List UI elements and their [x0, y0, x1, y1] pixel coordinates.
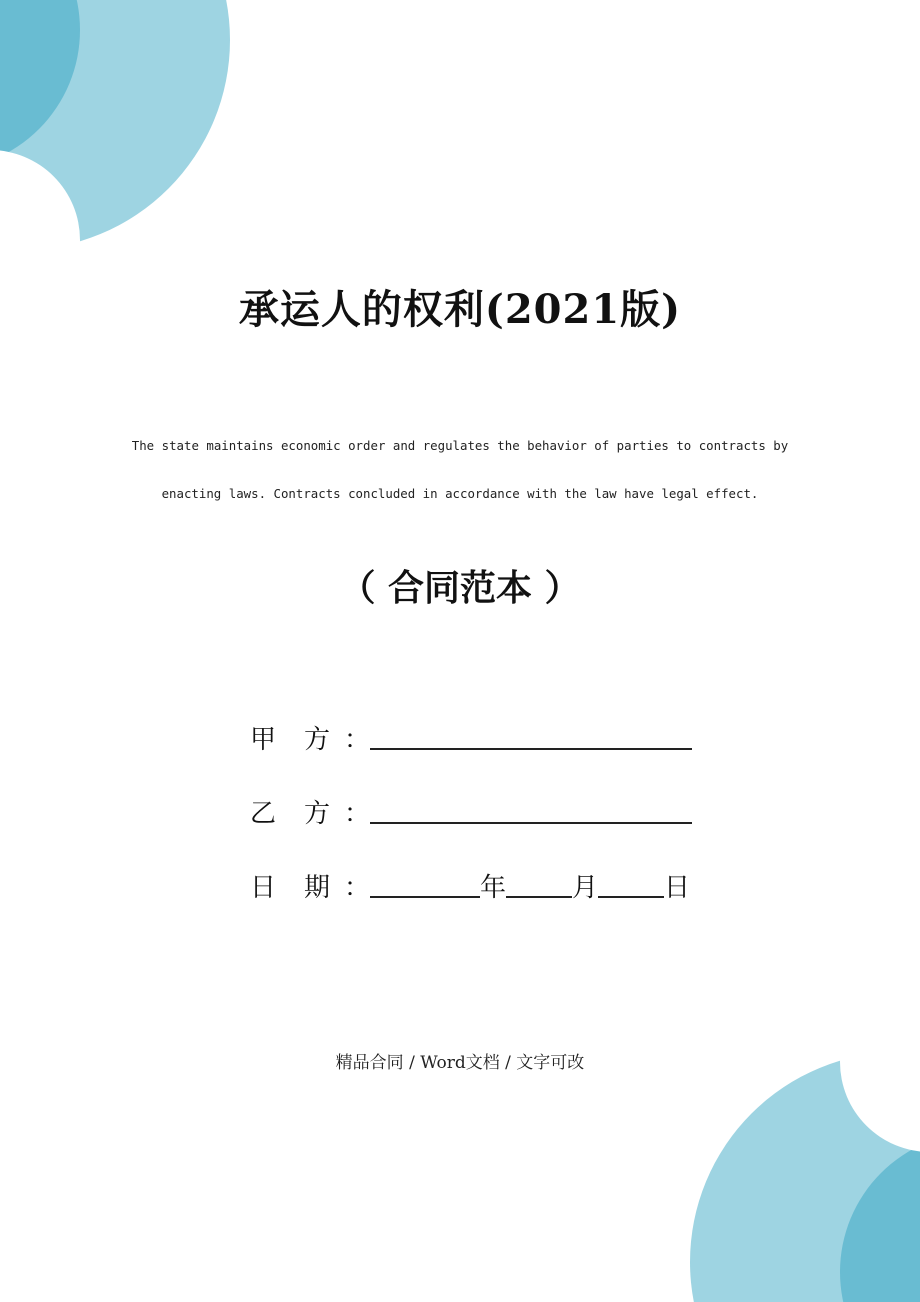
date-field — [250, 864, 690, 904]
party-a-label-char1: 甲 — [250, 725, 277, 755]
party-a-field — [250, 716, 692, 756]
footer-note: 精品合同 / Word文档 / 文字可改 — [335, 1053, 585, 1073]
subtitle-line-2: enacting laws. Contracts concluded in accordance with the law have legal effect. — [161, 486, 759, 501]
month-label: 月 — [572, 873, 599, 903]
date-label-char2: 期 — [304, 873, 331, 903]
party-a-blank-line[interactable] — [370, 744, 692, 750]
party-a-colon: ： — [344, 725, 371, 755]
year-blank-line[interactable] — [370, 892, 480, 898]
year-label: 年 — [480, 873, 507, 903]
day-label: 日 — [664, 873, 691, 903]
subtitle-line-1: The state maintains economic order and regulates the behavior of parties to contracts by — [131, 438, 789, 453]
party-b-field — [250, 790, 692, 830]
party-b-blank-line[interactable] — [370, 818, 692, 824]
party-b-label-char1: 乙 — [250, 799, 277, 829]
bottom-right-decoration — [690, 1052, 920, 1302]
contract-template-label: （ 合同范本 ） — [339, 567, 581, 609]
date-label-char1: 日 — [250, 873, 277, 903]
month-blank-line[interactable] — [506, 892, 572, 898]
party-b-label-char2: 方 — [304, 799, 331, 829]
document-title: 承运人的权利(2021版) — [238, 286, 682, 333]
party-b-colon: ： — [344, 799, 371, 829]
day-blank-line[interactable] — [598, 892, 664, 898]
top-left-decoration — [0, 0, 230, 250]
party-a-label-char2: 方 — [304, 725, 331, 755]
date-colon: ： — [344, 873, 371, 903]
